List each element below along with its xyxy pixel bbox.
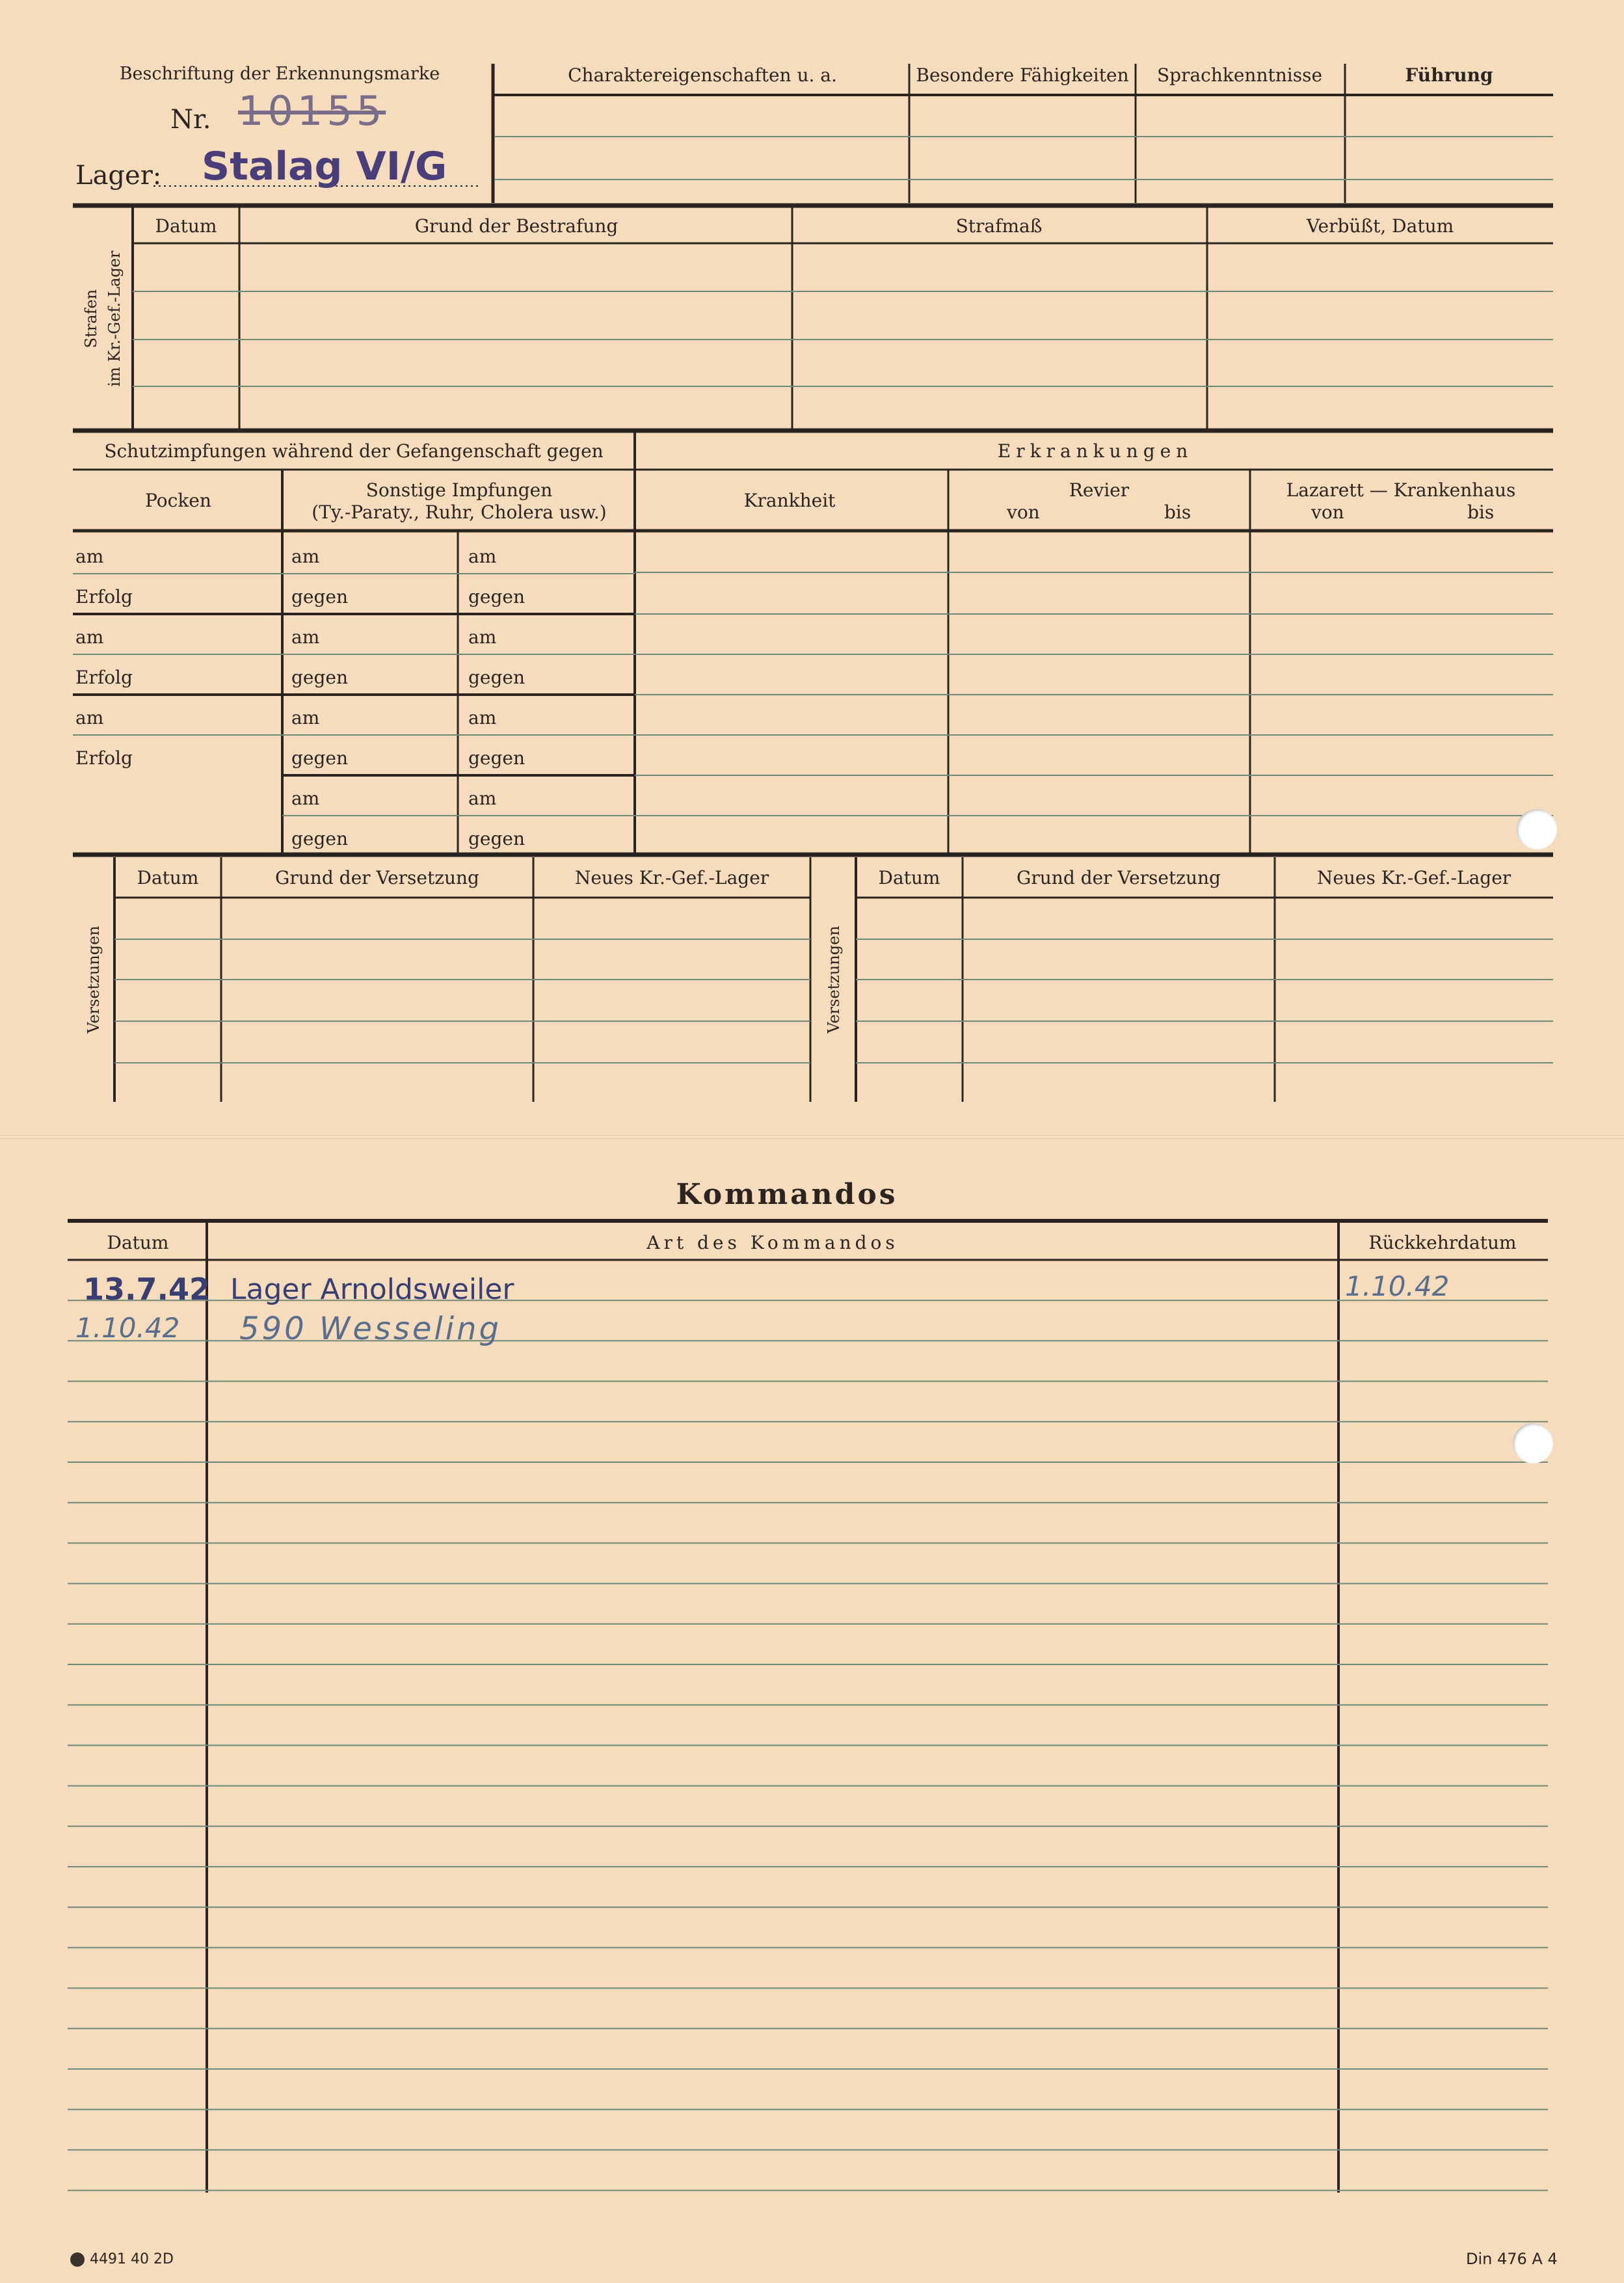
print-code-text: 4491 40 2D bbox=[90, 2251, 174, 2267]
punch-hole-lower bbox=[1513, 1423, 1553, 1463]
vers-right-col-datum: Datum bbox=[878, 867, 940, 888]
kommando-entry-2-datum: 1.10.42 bbox=[75, 1312, 180, 1344]
strafen-side-label-2: im Kr.-Gef.-Lager bbox=[105, 250, 124, 387]
strafen-col-datum: Datum bbox=[155, 215, 217, 237]
kommando-entry-1-datum: 13.7.42 bbox=[83, 1272, 210, 1307]
vers-left-col-grund: Grund der Versetzung bbox=[275, 867, 479, 888]
sonstige-gegen-4b: gegen bbox=[468, 828, 526, 849]
kommando-entry-2-art: 590 Wesseling bbox=[239, 1311, 501, 1347]
sonstige-am-1a: am bbox=[291, 546, 320, 567]
kommandos-col-datum: Datum bbox=[107, 1232, 169, 1253]
vers-right-col-grund: Grund der Versetzung bbox=[1017, 867, 1221, 888]
strafen-col-grund: Grund der Bestrafung bbox=[414, 215, 619, 237]
sonstige-gegen-1a: gegen bbox=[291, 586, 349, 607]
sonstige-am-2b: am bbox=[468, 626, 497, 648]
versetzungen-side-label-left: Versetzungen bbox=[85, 926, 103, 1034]
erkrankungen-title: Erkrankungen bbox=[997, 440, 1193, 462]
pocken-am-1: am bbox=[75, 546, 104, 567]
kommandos-title: Kommandos bbox=[676, 1178, 898, 1211]
col-fuehrung: Führung bbox=[1405, 64, 1493, 86]
footer-print-code bbox=[70, 2252, 174, 2267]
strafen-side-label: Strafen bbox=[82, 289, 100, 349]
printer-mark-icon bbox=[70, 2252, 85, 2267]
vers-left-col-datum: Datum bbox=[137, 867, 199, 888]
strafen-col-verbuesst: Verbüßt, Datum bbox=[1306, 215, 1454, 237]
nr-value: 10155 bbox=[238, 87, 386, 135]
lazarett-von: von bbox=[1311, 501, 1344, 523]
revier-von: von bbox=[1007, 501, 1040, 523]
sonstige-label: Sonstige Impfungen bbox=[366, 479, 553, 501]
sonstige-gegen-3b: gegen bbox=[468, 747, 526, 769]
lager-stamp: Stalag VI/G bbox=[202, 144, 447, 189]
kommando-entry-1-rueckkehr: 1.10.42 bbox=[1345, 1270, 1450, 1302]
sonstige-sub-label: (Ty.-Paraty., Ruhr, Cholera usw.) bbox=[312, 501, 607, 523]
pocken-am-3: am bbox=[75, 707, 104, 728]
sonstige-gegen-4a: gegen bbox=[291, 828, 349, 849]
beschriftung-label: Beschriftung der Erkennungsmarke bbox=[119, 64, 440, 84]
sonstige-gegen-3a: gegen bbox=[291, 747, 349, 769]
nr-label: Nr. bbox=[170, 105, 211, 135]
sonstige-am-2a: am bbox=[291, 626, 320, 648]
krankheit-label: Krankheit bbox=[743, 490, 836, 511]
versetzungen-side-label-right: Versetzungen bbox=[825, 926, 843, 1034]
pocken-label: Pocken bbox=[145, 490, 211, 511]
kommando-entry-1-art: Lager Arnoldsweiler bbox=[230, 1273, 514, 1306]
sonstige-am-4b: am bbox=[468, 788, 497, 809]
lazarett-label: Lazarett — Krankenhaus bbox=[1286, 479, 1516, 501]
sonstige-gegen-2a: gegen bbox=[291, 667, 349, 688]
col-charakter: Charaktereigenschaften u. a. bbox=[568, 64, 837, 86]
col-faehigkeiten: Besondere Fähigkeiten bbox=[916, 64, 1129, 86]
vers-right-col-neues: Neues Kr.-Gef.-Lager bbox=[1316, 867, 1511, 888]
sonstige-am-4a: am bbox=[291, 788, 320, 809]
sonstige-am-3a: am bbox=[291, 707, 320, 728]
pocken-erfolg-2: Erfolg bbox=[75, 667, 133, 688]
upper-sheet bbox=[0, 0, 1624, 1135]
pocken-erfolg-1: Erfolg bbox=[75, 586, 133, 607]
sonstige-am-1b: am bbox=[468, 546, 497, 567]
sonstige-gegen-2b: gegen bbox=[468, 667, 526, 688]
pocken-am-2: am bbox=[75, 626, 104, 648]
sonstige-gegen-1b: gegen bbox=[468, 586, 526, 607]
strafen-col-strafmass: Strafmaß bbox=[955, 215, 1043, 237]
lazarett-bis: bis bbox=[1467, 501, 1495, 523]
revier-bis: bis bbox=[1164, 501, 1191, 523]
kommandos-col-rueckkehr: Rückkehrdatum bbox=[1368, 1232, 1517, 1253]
kommandos-col-art: Art des Kommandos bbox=[646, 1232, 899, 1253]
kommandos-section bbox=[0, 1139, 1624, 2283]
revier-label: Revier bbox=[1069, 479, 1130, 501]
pocken-erfolg-3: Erfolg bbox=[75, 747, 133, 769]
sonstige-am-3b: am bbox=[468, 707, 497, 728]
col-sprachkenntnisse: Sprachkenntnisse bbox=[1156, 64, 1323, 86]
punch-hole-upper bbox=[1517, 809, 1557, 849]
footer-din: Din 476 A 4 bbox=[1466, 2250, 1558, 2268]
impfungen-title: Schutzimpfungen während der Gefangenschaft gegen bbox=[104, 440, 604, 462]
lager-label: Lager: bbox=[75, 161, 162, 191]
vers-left-col-neues: Neues Kr.-Gef.-Lager bbox=[574, 867, 769, 888]
